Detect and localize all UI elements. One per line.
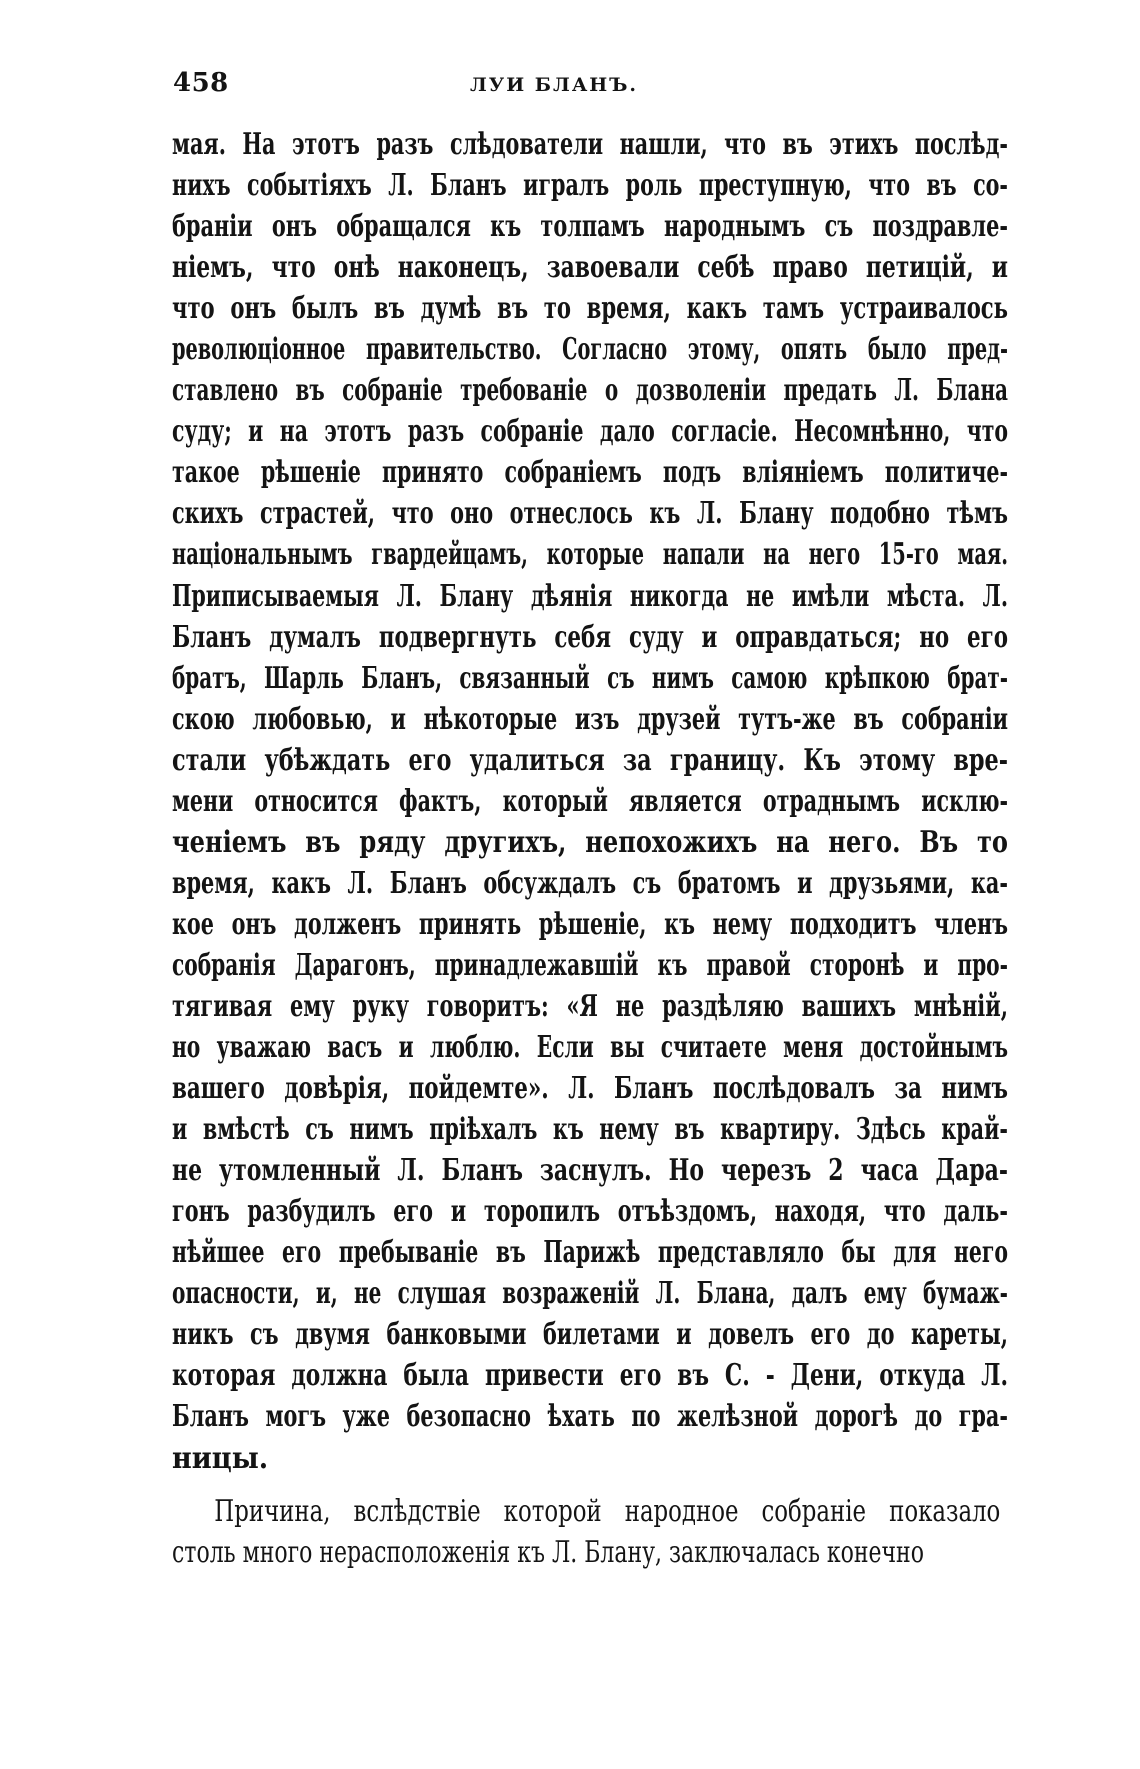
text-line: національнымъ гвардейцамъ, которые напали на него 15-го мая.: [172, 537, 1008, 573]
text-line: вашего довѣрія, пойдемте». Л. Бланъ послѣдовалъ за нимъ: [172, 1071, 1008, 1107]
text-line: Причина, вслѣдствіе которой народное собраніе показало: [214, 1493, 1001, 1529]
text-line: нѣйшее его пребываніе въ Парижѣ представляло бы для него: [172, 1235, 1008, 1271]
text-line: Бланъ думалъ подвергнуть себя суду и оправдаться; но его: [172, 619, 1008, 655]
text-line: ніемъ, что онѣ наконецъ, завоевали себѣ право петицій, и: [172, 250, 1008, 286]
text-line: опасности, и, не слушая возраженій Л. Блана, далъ ему бумаж-: [172, 1276, 1008, 1312]
text-line: суду; и на этотъ разъ собраніе дало согласіе. Несомнѣнно, что: [172, 414, 1008, 450]
text-line: стали убѣждать его удалиться за границу. Къ этому вре-: [172, 742, 1008, 778]
text-line: но уважаю васъ и люблю. Если вы считаете меня достойнымъ: [172, 1030, 1008, 1066]
text-line: революціонное правительство. Согласно этому, опять было пред-: [172, 332, 1008, 368]
text-line: скихъ страстей, что оно отнеслось къ Л. Блану подобно тѣмъ: [172, 496, 1008, 532]
text-line: и вмѣстѣ съ нимъ пріѣхалъ къ нему въ квартиру. Здѣсь край-: [172, 1112, 1008, 1148]
text-line: такое рѣшеніе принято собраніемъ подъ вліяніемъ политиче-: [172, 455, 1008, 491]
paragraph-spacer: [172, 1479, 1008, 1491]
text-line: нихъ событіяхъ Л. Бланъ игралъ роль преступную, что въ со-: [172, 168, 1008, 204]
text-line: столь много нерасположенія къ Л. Блану, заключалась конечно: [172, 1534, 924, 1570]
text-line: которая должна была привести его въ С. - Дени, откуда Л.: [172, 1358, 1008, 1394]
text-line: мени относится фактъ, который является отраднымъ исклю-: [172, 783, 1008, 819]
text-line: браніи онъ обращался къ толпамъ народнымъ съ поздравле-: [172, 209, 1008, 245]
text-line: время, какъ Л. Бланъ обсуждалъ съ братомъ и друзьями, ка-: [172, 865, 1008, 901]
text-line: никъ съ двумя банковыми билетами и довелъ его до кареты,: [172, 1317, 1008, 1353]
text-line: скою любовью, и нѣкоторые изъ друзей тутъ-же въ собраніи: [172, 701, 1008, 737]
text-line: Приписываемыя Л. Блану дѣянія никогда не имѣли мѣста. Л.: [172, 578, 1008, 614]
text-line: братъ, Шарль Бланъ, связанный съ нимъ самою крѣпкою брат-: [172, 660, 1008, 696]
text-line: ницы.: [172, 1440, 269, 1476]
text-line: тягивая ему руку говоритъ: «Я не раздѣляю вашихъ мнѣній,: [172, 988, 1008, 1024]
text-line: мая. На этотъ разъ слѣдователи нашли, что въ этихъ послѣд-: [172, 127, 1008, 162]
paragraph-1: [172, 124, 1008, 1479]
paragraph-2: [172, 1491, 1008, 1573]
text-line: ченіемъ въ ряду другихъ, непохожихъ на него. Въ то: [172, 824, 1008, 860]
text-line: ставлено въ собраніе требованіе о дозволеніи предать Л. Блана: [172, 373, 1008, 409]
text-line: что онъ былъ въ думѣ въ то время, какъ тамъ устраивалось: [172, 291, 1008, 327]
page-number: 458: [173, 68, 229, 98]
text-line: Бланъ могъ уже безопасно ѣхать по желѣзной дорогѣ до гра-: [172, 1399, 1008, 1435]
body-text: [172, 124, 1008, 1573]
text-line: не утомленный Л. Бланъ заснулъ. Но черезъ 2 часа Дара-: [172, 1153, 1008, 1189]
text-line: кое онъ долженъ принять рѣшеніе, къ нему подходитъ членъ: [172, 906, 1008, 942]
running-head: ЛУИ БЛАНЪ.: [470, 74, 639, 96]
text-line: гонъ разбудилъ его и торопилъ отъѣздомъ, находя, что даль-: [172, 1194, 1008, 1230]
text-line: собранія Дарагонъ, принадлежавшій къ правой сторонѣ и про-: [172, 947, 1008, 983]
